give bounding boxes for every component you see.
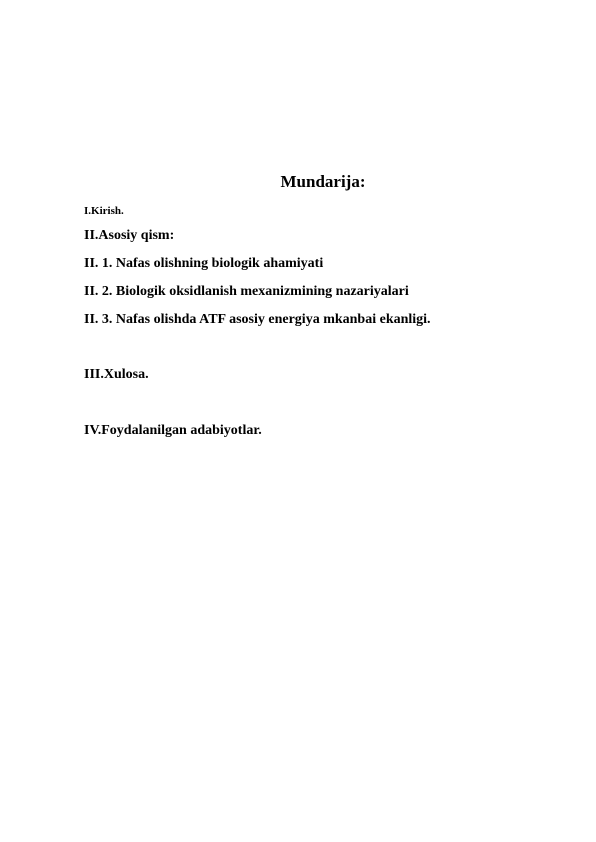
page-title: Mundarija: xyxy=(280,172,366,191)
toc-item-section-3: II. 3. Nafas olishda ATF asosiy energiya mkanbai ekanligi. xyxy=(84,312,431,327)
toc-item-asosiy-qism: II.Asosiy qism: xyxy=(84,228,175,243)
toc-item-section-2: II. 2. Biologik oksidlanish mexanizmining nazariyalari xyxy=(84,284,409,299)
toc-item-section-1: II. 1. Nafas olishning biologik ahamiyati xyxy=(84,256,324,271)
toc-item-xulosa: III.Xulosa. xyxy=(84,367,149,382)
toc-item-kirish: I.Kirish. xyxy=(84,205,124,217)
toc-item-foydalanilgan-adabiyotlar: IV.Foydalanilgan adabiyotlar. xyxy=(84,423,262,438)
